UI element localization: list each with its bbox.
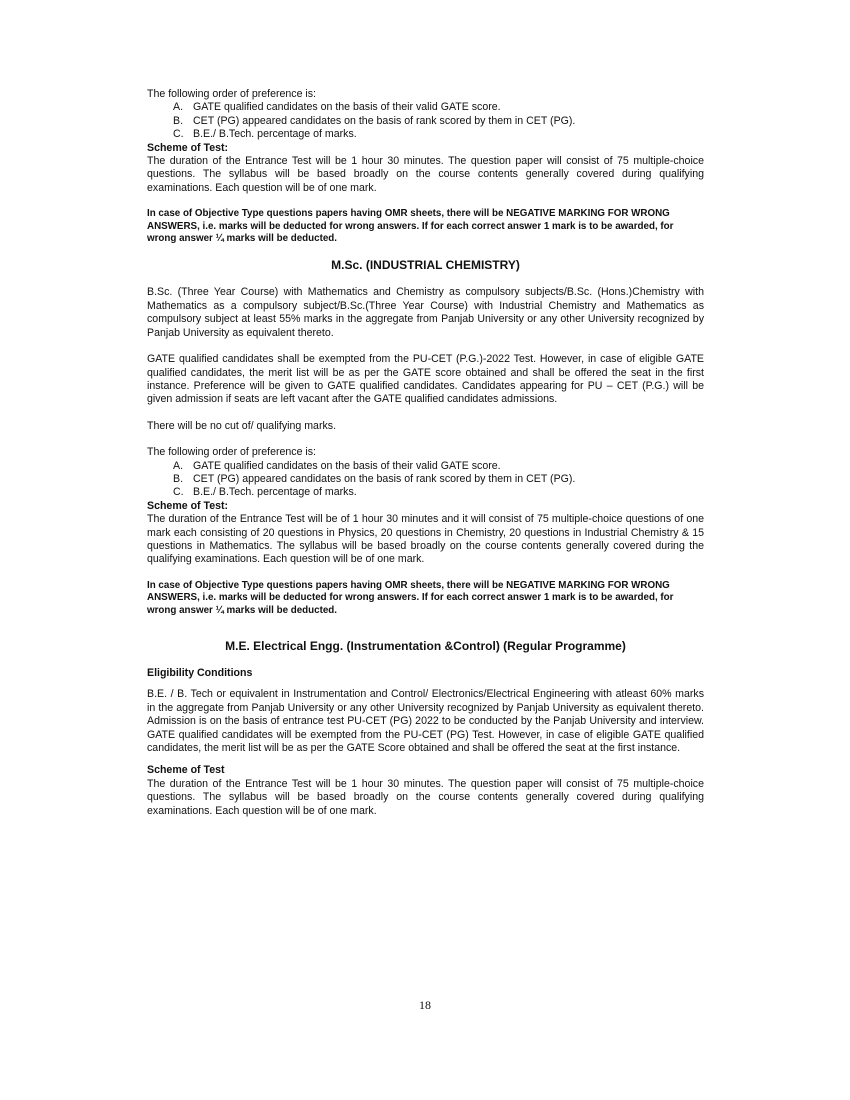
document-page (147, 88, 704, 818)
list-marker: C. (173, 128, 184, 141)
list-marker: B. (173, 114, 184, 127)
scheme-heading: Scheme of Test (147, 764, 225, 777)
list-marker: B. (173, 472, 184, 485)
section-title-msc: M.Sc. (INDUSTRIAL CHEMISTRY) (331, 258, 520, 273)
list-text: CET (PG) appeared candidates on the basis of rank scored by them in CET (PG). (193, 114, 576, 127)
msc-eligibility: B.Sc. (Three Year Course) with Mathematics and Chemistry as compulsory subjects/B.Sc. (Hons.)Chemistry with Mathematics as a compulsory subject/B.Sc.(Three Year Course) with Industrial Chemistry and Mathematics as compulsory subject at least 55% marks in the aggregate from Panjab University or any other University recognized by Panjab University as equivalent thereto. (147, 286, 704, 339)
list-item (173, 460, 704, 473)
list-text: CET (PG) appeared candidates on the basis of rank scored by them in CET (PG). (193, 472, 576, 485)
preference-list (173, 460, 704, 500)
list-item (173, 486, 704, 499)
list-text: B.E./ B.Tech. percentage of marks. (193, 486, 357, 499)
list-item (173, 115, 704, 128)
list-item (173, 473, 704, 486)
scheme-heading: Scheme of Test: (147, 499, 229, 512)
list-item (173, 128, 704, 141)
eligibility-heading: Eligibility Conditions (147, 667, 253, 679)
scheme-text: The duration of the Entrance Test will be of 1 hour 30 minutes and it will consist of 75 multiple-choice questions of one mark each consisting of 20 questions in Physics, 20 questions in Chemistry, 20 questions in Industrial Chemistry & 15 questions in Mathematics. The syllabus will be based broadly on the course contents generally covered during the qualifying examinations. Each question will be of one mark. (147, 513, 704, 566)
page-number: 18 (419, 998, 431, 1012)
list-text: B.E./ B.Tech. percentage of marks. (193, 128, 357, 141)
me-eligibility: B.E. / B. Tech or equivalent in Instrumentation and Control/ Electronics/Electrical Engineering with atleast 60% marks in the aggregate from Panjab University or any other University recognized by Panjab University as equivalent thereto. Admission is on the basis of entrance test PU-CET (PG) 2022 to be conducted by the Panjab University and interview. GATE qualified candidates will be exempted from the PU-CET (PG) Test. However, in case of eligible GATE qualified candidates, the merit list will be as per the GATE Score obtained and shall be offered the seat at the first instance. (147, 688, 704, 755)
preference-list (173, 101, 704, 141)
list-marker: A. (173, 459, 184, 472)
section-title-me: M.E. Electrical Engg. (Instrumentation &Control) (Regular Programme) (225, 639, 626, 653)
list-marker: A. (173, 101, 184, 114)
msc-gate-text: GATE qualified candidates shall be exempted from the PU-CET (P.G.)-2022 Test. However, in case of eligible GATE qualified candidates, the merit list will be as per the GATE score obtained and shall be offered the seat in the first instance. Preference will be given to GATE qualified candidates. Candidates appearing for PU – CET (P.G.) will be given admission if seats are left vacant after the GATE qualified candidates admissions. (147, 353, 704, 406)
list-item (173, 101, 704, 114)
list-text: GATE qualified candidates on the basis of their valid GATE score. (193, 459, 501, 472)
list-text: GATE qualified candidates on the basis of their valid GATE score. (193, 101, 501, 114)
scheme-heading: Scheme of Test: (147, 141, 229, 154)
preference-intro: The following order of preference is: (147, 88, 316, 100)
list-marker: C. (173, 486, 184, 499)
scheme-text: The duration of the Entrance Test will be 1 hour 30 minutes. The question paper will consist of 75 multiple-choice questions. The syllabus will be based broadly on the course contents generally covered during qualifying examinations. Each question will be of one mark. (147, 155, 704, 194)
negative-marking-note: In case of Objective Type questions papers having OMR sheets, there will be NEGATIVE MARKING FOR WRONG ANSWERS, i.e. marks will be deducted for wrong answers. If for each correct answer 1 mark is to be awarded, for wrong answer ¼ marks will be deducted. (147, 579, 674, 616)
preference-intro: The following order of preference is: (147, 446, 316, 459)
scheme-text: The duration of the Entrance Test will be 1 hour 30 minutes. The question paper will consist of 75 multiple-choice questions. The syllabus will be based broadly on the course contents generally covered during qualifying examinations. Each question will be of one mark. (147, 777, 704, 817)
msc-cutoff-text: There will be no cut of/ qualifying marks. (147, 419, 337, 432)
negative-marking-note: In case of Objective Type questions papers having OMR sheets, there will be NEGATIVE MARKING FOR WRONG ANSWERS, i.e. marks will be deducted for wrong answers. If for each correct answer 1 mark is to be awarded, for wrong answer ¼ marks will be deducted. (147, 208, 674, 245)
